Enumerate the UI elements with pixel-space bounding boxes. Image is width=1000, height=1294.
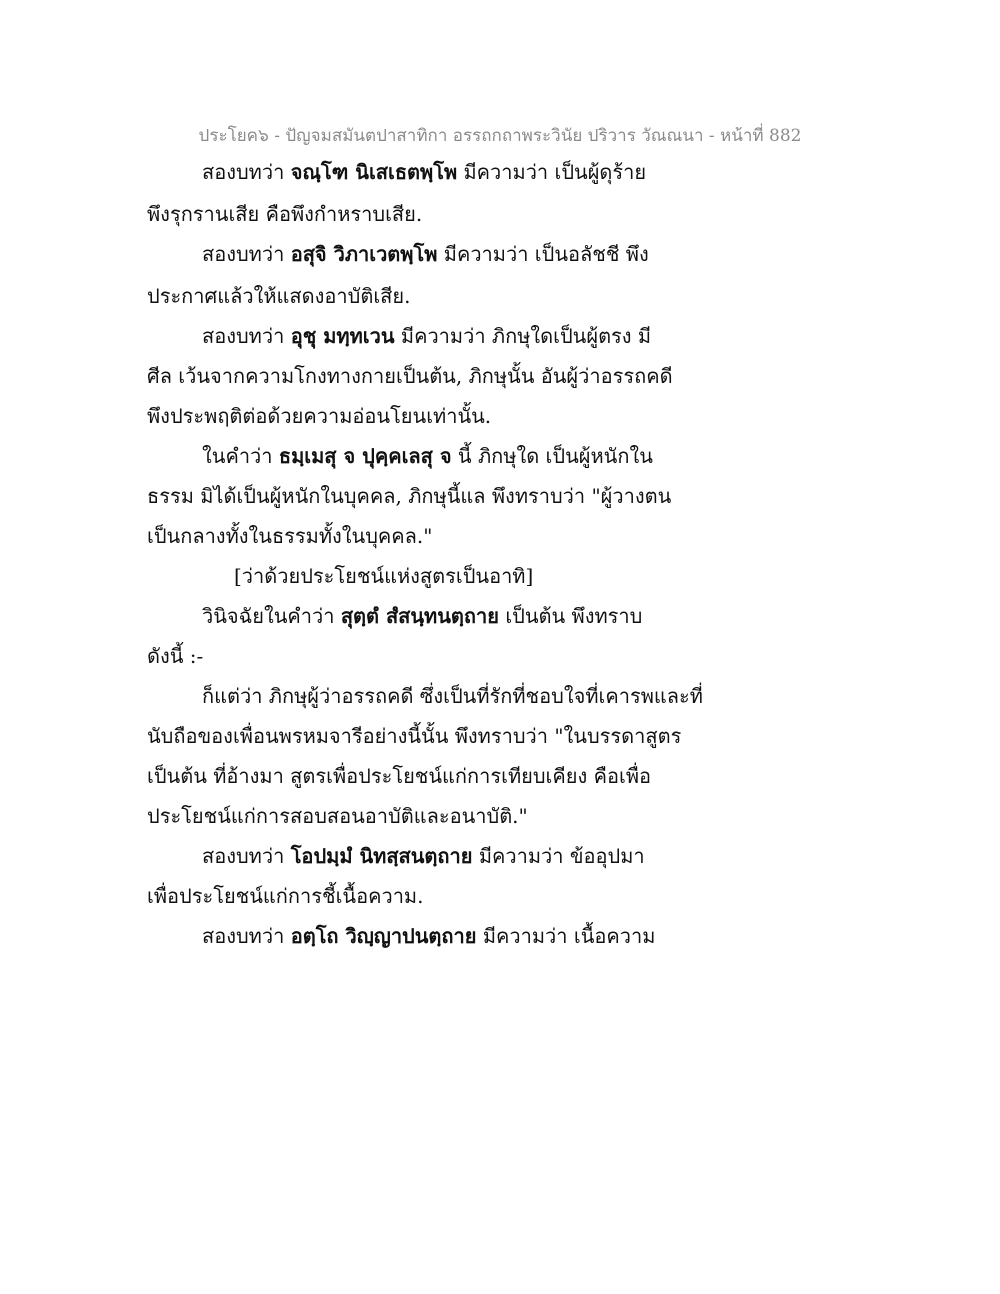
text-run: ศีล เว้นจากความโกงทางกายเป็นต้น, ภิกษุนั้น อันผู้ว่าอรรถคดี	[147, 364, 673, 388]
text-line	[147, 400, 491, 432]
text-line	[147, 520, 432, 552]
text-run: ประโยชน์แก่การสอบสอนอาบัติและอนาบัติ."	[147, 804, 528, 828]
text-run: มีความว่า เป็นอลัชชี พึง	[437, 242, 649, 266]
pali-term: จณฺโฑ นิเสเธตพฺโพ	[290, 160, 458, 184]
text-line	[202, 840, 645, 872]
text-run: สองบทว่า	[202, 160, 291, 184]
text-run: เป็นกลางทั้งในธรรมทั้งในบุคคล."	[147, 524, 433, 548]
text-line	[147, 360, 673, 392]
pali-term: อสุจิ วิภาเวตพฺโพ	[290, 242, 438, 266]
pali-term: โอปมฺมํ นิทสฺสนตฺถาย	[290, 844, 473, 868]
text-run: พึงรุกรานเสีย คือพึงกำหราบเสีย.	[147, 202, 423, 226]
text-run: สองบทว่า	[202, 324, 291, 348]
text-line	[202, 440, 653, 472]
pali-term: สุตฺตํ สํสนฺทนตฺถาย	[340, 604, 499, 628]
text-line	[147, 640, 203, 672]
text-line	[202, 238, 649, 270]
text-run: ธรรม มิได้เป็นผู้หนักในบุคคล, ภิกษุนี้แล พึงทราบว่า "ผู้วางตน	[147, 484, 672, 508]
text-run: มีความว่า เนื้อความ	[476, 924, 656, 948]
text-run: [ว่าด้วยประโยชน์แห่งสูตรเป็นอาทิ]	[234, 564, 534, 588]
pali-term: ธมฺเมสุ จ ปุคฺคเลสุ จ	[278, 444, 452, 468]
text-line	[147, 198, 422, 230]
text-run: เป็นต้น พึงทราบ	[498, 604, 643, 628]
text-run: สองบทว่า	[202, 924, 291, 948]
text-line	[202, 920, 655, 952]
section-heading	[234, 560, 533, 592]
pali-term: อตฺโถ วิญฺญาปนตฺถาย	[290, 924, 477, 948]
text-line	[202, 156, 646, 188]
text-run: มีความว่า ภิกษุใดเป็นผู้ตรง มี	[394, 324, 652, 348]
text-run: เพื่อประโยชน์แก่การชี้เนื้อความ.	[147, 884, 424, 908]
page-header: ประโยค๖ - ปัญจมสมันตปาสาทิกา อรรถกถาพระวินัย ปริวาร วัณณนา - หน้าที่ 882	[198, 126, 802, 146]
text-run: พึงประพฤติต่อด้วยความอ่อนโยนเท่านั้น.	[147, 404, 492, 428]
text-line	[202, 600, 642, 632]
text-line	[147, 760, 651, 792]
text-run: นับถือของเพื่อนพรหมจารีอย่างนี้นั้น พึงทราบว่า "ในบรรดาสูตร	[147, 724, 682, 748]
text-run: ดังนี้ :-	[147, 644, 204, 668]
text-run: นี้ ภิกษุใด เป็นผู้หนักใน	[451, 444, 653, 468]
text-run: มีความว่า ข้ออุปมา	[472, 844, 645, 868]
text-run: มีความว่า เป็นผู้ดุร้าย	[457, 160, 647, 184]
text-line	[202, 680, 703, 712]
text-run: ในคำว่า	[202, 444, 279, 468]
text-run: วินิจฉัยในคำว่า	[202, 604, 341, 628]
text-run: ประกาศแล้วให้แสดงอาบัติเสีย.	[147, 284, 411, 308]
text-run: สองบทว่า	[202, 844, 291, 868]
text-line	[147, 280, 410, 312]
text-run: เป็นต้น ที่อ้างมา สูตรเพื่อประโยชน์แก่การเทียบเคียง คือเพื่อ	[147, 764, 652, 788]
pali-term: อุชุ มทฺทเวน	[290, 324, 395, 348]
text-run: สองบทว่า	[202, 242, 291, 266]
text-line	[147, 880, 423, 912]
text-run: ก็แต่ว่า ภิกษุผู้ว่าอรรถคดี ซึ่งเป็นที่รักที่ชอบใจที่เคารพและที่	[202, 684, 703, 708]
text-line	[147, 800, 528, 832]
text-line	[147, 720, 681, 752]
text-line	[147, 480, 671, 512]
text-line	[202, 320, 651, 352]
